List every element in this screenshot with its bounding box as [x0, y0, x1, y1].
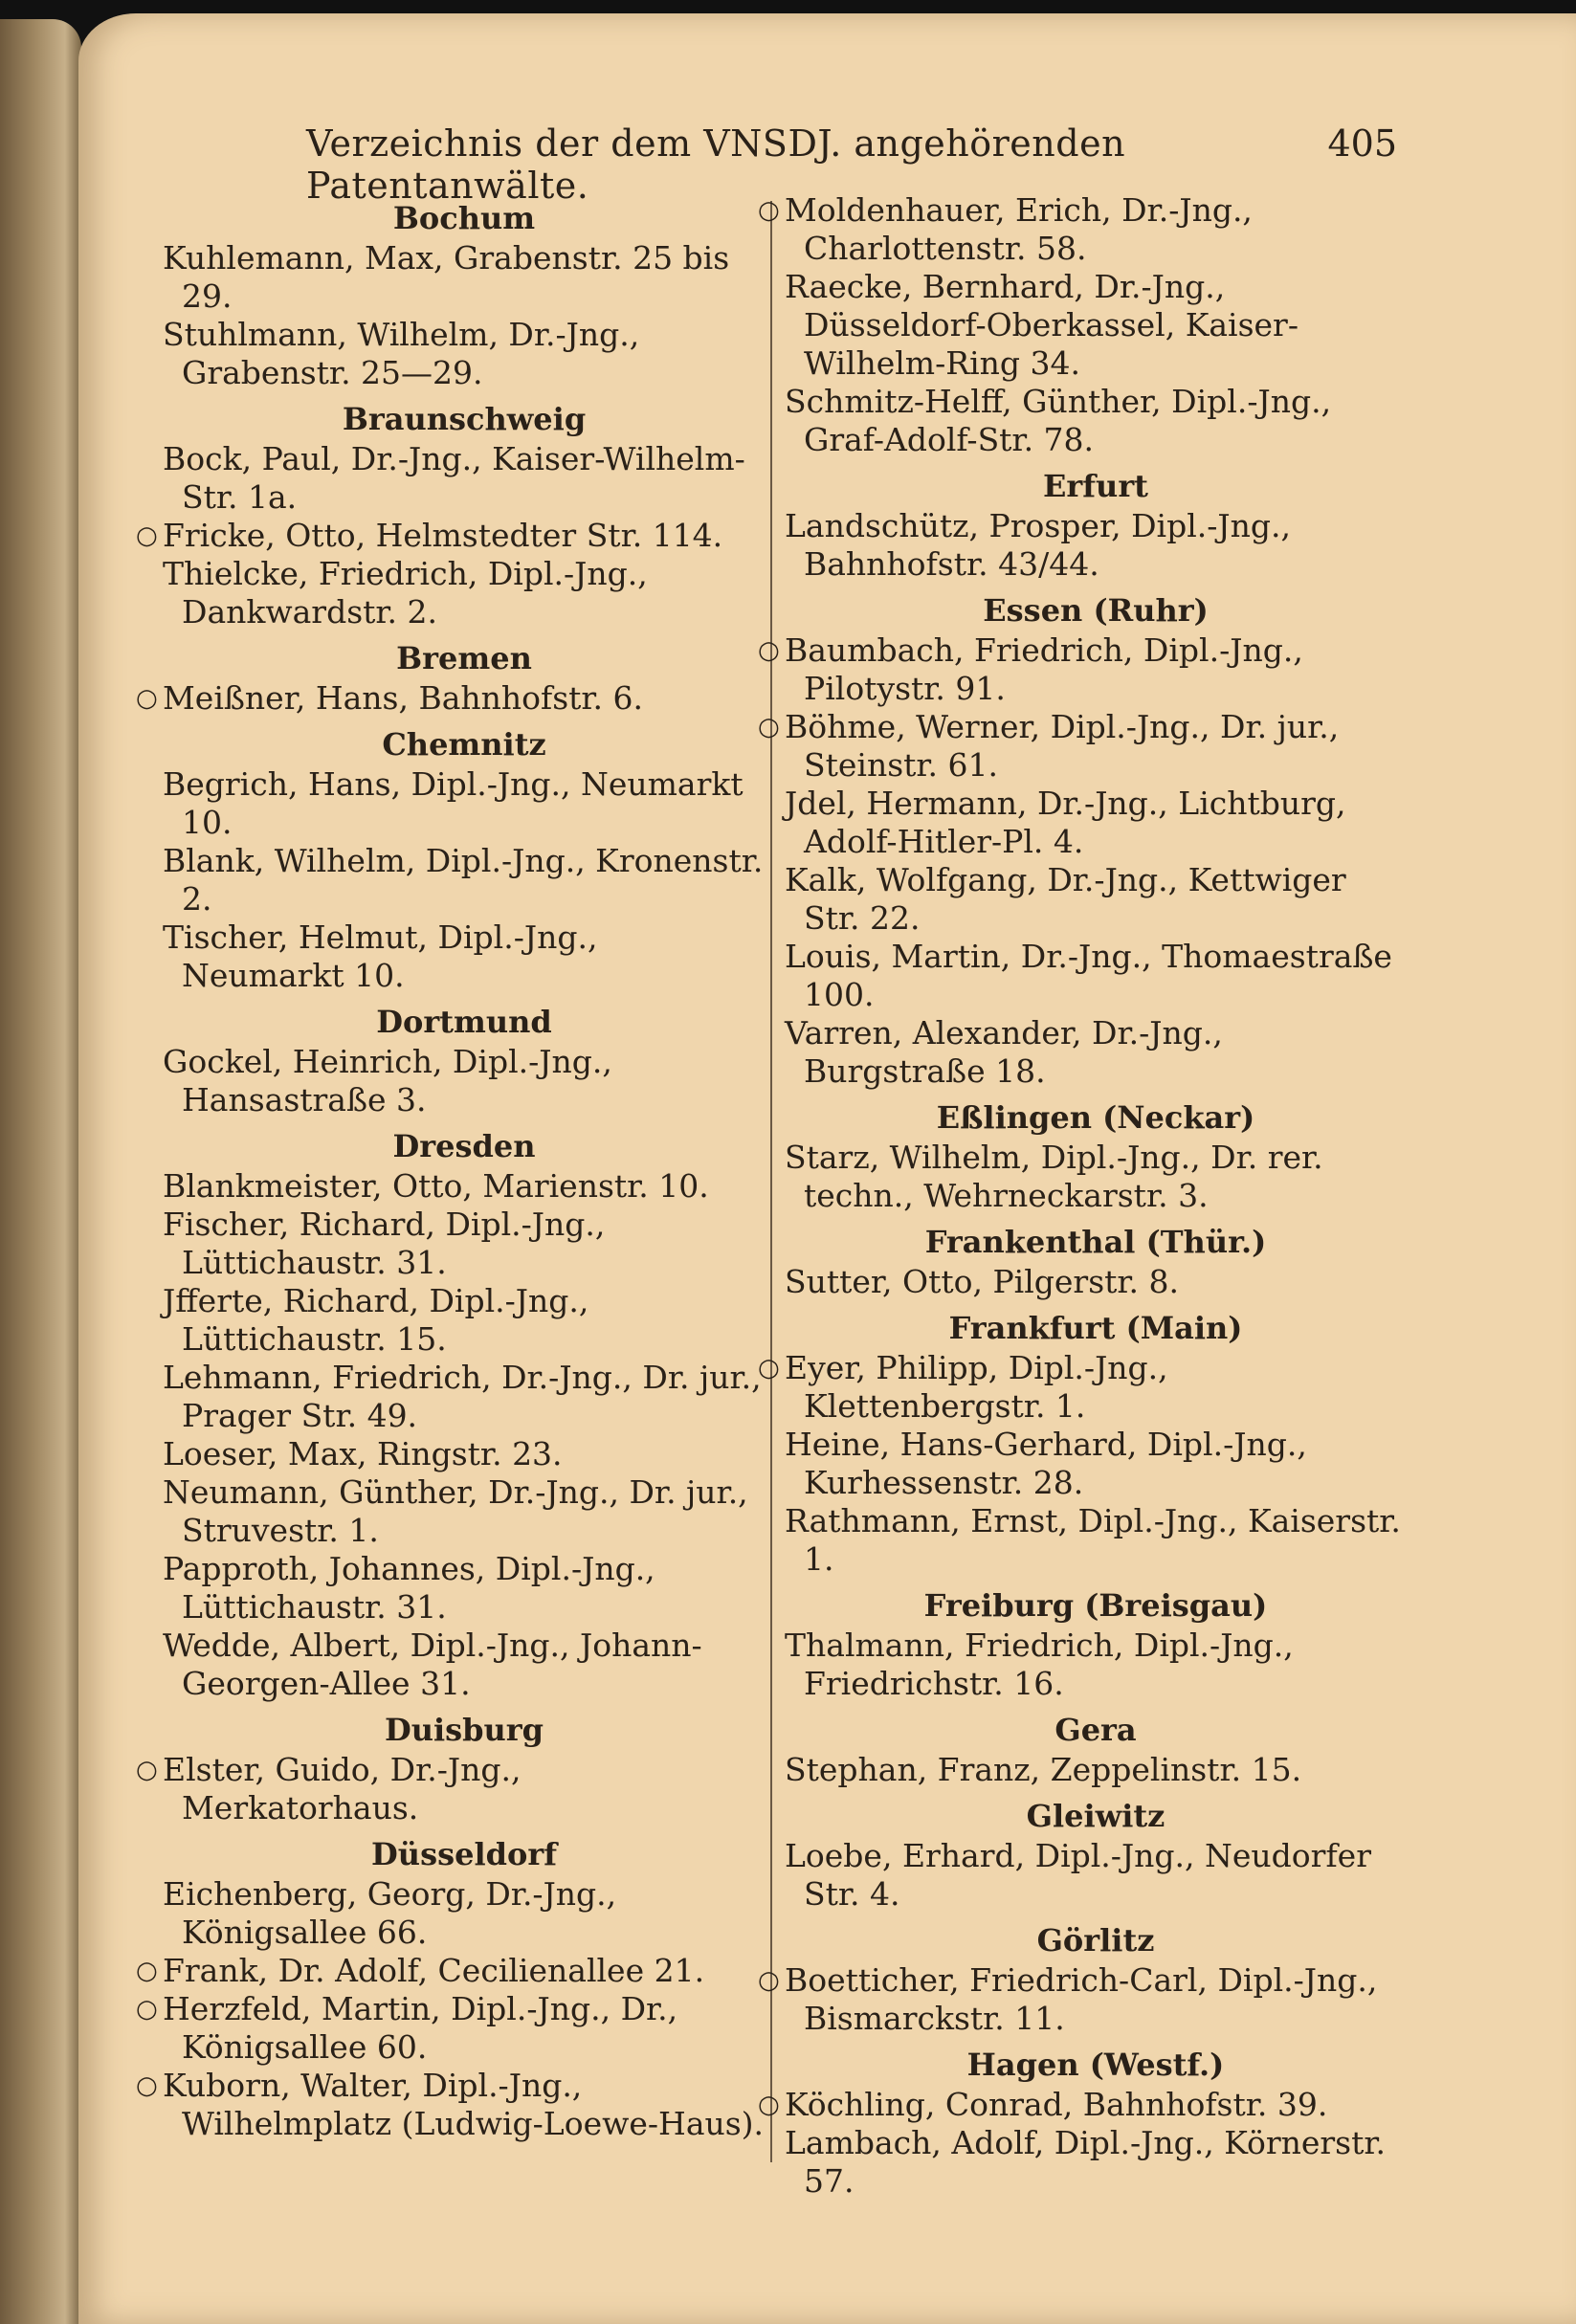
entry-text: Kalk, Wolfgang, Dr.-Jng., Kettwiger Str. 22. [785, 861, 1346, 937]
attorney-entry [785, 1837, 1407, 1914]
attorney-entry [785, 1426, 1407, 1502]
attorney-entry [136, 517, 766, 555]
entry-text: Loeser, Max, Ringstr. 23. [163, 1435, 563, 1472]
page-number: 405 [1327, 122, 1397, 165]
entry-text: Louis, Martin, Dr.-Jng., Thomaestraße 100. [785, 938, 1392, 1013]
entry-text: Jfferte, Richard, Dipl.-Jng., Lüttichaustr. 15. [163, 1282, 589, 1358]
entry-text: Bock, Paul, Dr.-Jng., Kaiser-Wilhelm-Str. 1a. [163, 440, 745, 516]
city-heading: Essen (Ruhr) [983, 592, 1209, 629]
attorney-entry [785, 938, 1407, 1014]
entry-text: Moldenhauer, Erich, Dr.-Jng., Charlottenstr. 58. [785, 191, 1253, 267]
attorney-entry [163, 1550, 766, 1627]
entry-text: Fischer, Richard, Dipl.-Jng., Lüttichaustr. 31. [163, 1206, 606, 1281]
city-heading: Erfurt [1043, 468, 1148, 504]
attorney-entry [785, 1751, 1407, 1789]
attorney-entry [163, 1206, 766, 1282]
entry-text: Tischer, Helmut, Dipl.-Jng., Neumarkt 10. [163, 919, 598, 994]
left-column [136, 191, 766, 2143]
attorney-entry [785, 1263, 1407, 1301]
entry-text: Heine, Hans-Gerhard, Dipl.-Jng., Kurhessenstr. 28. [785, 1426, 1307, 1501]
attorney-entry [136, 679, 766, 718]
entry-text: Neumann, Günther, Dr.-Jng., Dr. jur., Struvestr. 1. [163, 1473, 748, 1549]
entry-text: Raecke, Bernhard, Dr.-Jng., Düsseldorf-Oberkassel, Kaiser-Wilhelm-Ring 34. [785, 268, 1299, 382]
attorney-entry [163, 842, 766, 919]
attorney-entry [163, 1627, 766, 1703]
attorney-entry [785, 383, 1407, 459]
entry-text: Fricke, Otto, Helmstedter Str. 114. [163, 517, 723, 554]
attorney-entry [785, 785, 1407, 861]
entry-text: Blankmeister, Otto, Marienstr. 10. [163, 1167, 709, 1205]
running-title: Verzeichnis der dem VNSDJ. angehörenden Patentanwälte. [306, 122, 1126, 207]
attorney-entry [785, 1014, 1407, 1091]
city-heading: Frankfurt (Main) [948, 1310, 1243, 1346]
city-heading: Frankenthal (Thür.) [924, 1224, 1267, 1260]
attorney-entry [785, 2124, 1407, 2201]
entry-text: Jdel, Hermann, Dr.-Jng., Lichtburg, Adolf-Hitler-Pl. 4. [785, 785, 1346, 860]
attorney-entry [163, 1167, 766, 1206]
city-heading: Hagen (Westf.) [966, 2047, 1225, 2083]
attorney-entry [758, 191, 1407, 268]
entry-text: Stephan, Franz, Zeppelinstr. 15. [785, 1751, 1302, 1788]
entry-text: Baumbach, Friedrich, Dipl.-Jng., Pilotystr. 91. [785, 631, 1303, 707]
entry-text: Eichenberg, Georg, Dr.-Jng., Königsallee 66. [163, 1875, 617, 1951]
circle-marker-icon: ○ [758, 1354, 780, 1383]
city-heading: Gera [1054, 1712, 1137, 1748]
attorney-entry [163, 1282, 766, 1359]
attorney-entry [163, 440, 766, 517]
circle-marker-icon: ○ [758, 1966, 780, 1995]
entry-text: Thalmann, Friedrich, Dipl.-Jng., Friedrichstr. 16. [785, 1627, 1294, 1702]
entry-text: Schmitz-Helff, Günther, Dipl.-Jng., Graf-Adolf-Str. 78. [785, 383, 1332, 458]
circle-marker-icon: ○ [758, 636, 780, 665]
entry-text: Begrich, Hans, Dipl.-Jng., Neumarkt 10. [163, 765, 744, 841]
city-heading: Görlitz [1036, 1922, 1155, 1959]
entry-text: Lambach, Adolf, Dipl.-Jng., Körnerstr. 57. [785, 2124, 1386, 2200]
circle-marker-icon: ○ [136, 2071, 158, 2100]
attorney-entry [163, 1875, 766, 1952]
attorney-entry [163, 1359, 766, 1435]
entry-text: Köchling, Conrad, Bahnhofstr. 39. [785, 2086, 1328, 2123]
city-heading: Eßlingen (Neckar) [936, 1099, 1255, 1136]
circle-marker-icon: ○ [136, 521, 158, 550]
city-heading: Bochum [392, 200, 536, 236]
attorney-entry [785, 861, 1407, 938]
entry-text: Eyer, Philipp, Dipl.-Jng., Klettenbergstr. 1. [785, 1349, 1168, 1425]
entry-text: Lehmann, Friedrich, Dr.-Jng., Dr. jur., Prager Str. 49. [163, 1359, 762, 1434]
entry-text: Landschütz, Prosper, Dipl.-Jng., Bahnhofstr. 43/44. [785, 507, 1291, 583]
page-header [220, 122, 1397, 207]
circle-marker-icon: ○ [758, 196, 780, 225]
attorney-entry [163, 1473, 766, 1550]
attorney-entry [758, 631, 1407, 708]
attorney-entry [163, 919, 766, 995]
attorney-entry [785, 1502, 1407, 1579]
entry-text: Starz, Wilhelm, Dipl.-Jng., Dr. rer. techn., Wehrneckarstr. 3. [785, 1139, 1323, 1214]
entry-text: Elster, Guido, Dr.-Jng., Merkatorhaus. [163, 1751, 522, 1826]
circle-marker-icon: ○ [758, 713, 780, 741]
entry-text: Rathmann, Ernst, Dipl.-Jng., Kaiserstr. 1. [785, 1502, 1401, 1578]
circle-marker-icon: ○ [136, 1756, 158, 1784]
attorney-entry [785, 1139, 1407, 1215]
city-heading: Chemnitz [382, 726, 546, 763]
attorney-entry [785, 268, 1407, 383]
entry-text: Thielcke, Friedrich, Dipl.-Jng., Dankwardstr. 2. [163, 555, 648, 631]
right-column [758, 191, 1407, 2201]
entry-text: Stuhlmann, Wilhelm, Dr.-Jng., Grabenstr. 25—29. [163, 316, 640, 391]
circle-marker-icon: ○ [136, 1957, 158, 1985]
entry-text: Kuhlemann, Max, Grabenstr. 25 bis 29. [163, 239, 730, 315]
attorney-entry [785, 1627, 1407, 1703]
attorney-entry [163, 1043, 766, 1119]
circle-marker-icon: ○ [136, 684, 158, 713]
circle-marker-icon: ○ [136, 1995, 158, 2024]
entry-text: Herzfeld, Martin, Dipl.-Jng., Dr., Königsallee 60. [163, 1990, 678, 2066]
city-heading: Duisburg [384, 1712, 544, 1748]
book-edge [0, 19, 81, 2324]
city-heading: Braunschweig [342, 401, 587, 437]
entry-text: Gockel, Heinrich, Dipl.-Jng., Hansastraße 3. [163, 1043, 612, 1118]
attorney-entry [163, 239, 766, 316]
attorney-entry [758, 1961, 1407, 2038]
circle-marker-icon: ○ [758, 2091, 780, 2119]
attorney-entry [163, 555, 766, 631]
entry-text: Meißner, Hans, Bahnhofstr. 6. [163, 679, 644, 717]
attorney-entry [758, 1349, 1407, 1426]
city-heading: Bremen [396, 640, 532, 676]
attorney-entry [136, 1751, 766, 1827]
entry-text: Frank, Dr. Adolf, Cecilienallee 21. [163, 1952, 705, 1989]
attorney-entry [163, 316, 766, 392]
entry-text: Kuborn, Walter, Dipl.-Jng., Wilhelmplatz (Ludwig-Loewe-Haus). [163, 2067, 765, 2142]
attorney-entry [163, 1435, 766, 1473]
entry-text: Blank, Wilhelm, Dipl.-Jng., Kronenstr. 2. [163, 842, 764, 918]
column-divider [770, 201, 772, 2162]
entry-text: Böhme, Werner, Dipl.-Jng., Dr. jur., Steinstr. 61. [785, 708, 1340, 784]
attorney-entry [758, 708, 1407, 785]
attorney-entry [136, 2067, 766, 2143]
attorney-entry [163, 765, 766, 842]
attorney-entry [785, 507, 1407, 584]
entry-text: Sutter, Otto, Pilgerstr. 8. [785, 1263, 1180, 1300]
city-heading: Dortmund [376, 1004, 552, 1040]
attorney-entry [758, 2086, 1407, 2124]
entry-text: Loebe, Erhard, Dipl.-Jng., Neudorfer Str. 4. [785, 1837, 1371, 1913]
entry-text: Wedde, Albert, Dipl.-Jng., Johann-Georgen-Allee 31. [163, 1627, 702, 1702]
attorney-entry [136, 1990, 766, 2067]
city-heading: Dresden [392, 1128, 536, 1164]
attorney-entry [136, 1952, 766, 1990]
city-heading: Düsseldorf [371, 1836, 557, 1872]
entry-text: Boetticher, Friedrich-Carl, Dipl.-Jng., Bismarckstr. 11. [785, 1961, 1378, 2037]
city-heading: Freiburg (Breisgau) [923, 1587, 1268, 1624]
city-heading: Gleiwitz [1026, 1798, 1165, 1834]
entry-text: Papproth, Johannes, Dipl.-Jng., Lüttichaustr. 31. [163, 1550, 655, 1626]
entry-text: Varren, Alexander, Dr.-Jng., Burgstraße 18. [785, 1014, 1223, 1090]
